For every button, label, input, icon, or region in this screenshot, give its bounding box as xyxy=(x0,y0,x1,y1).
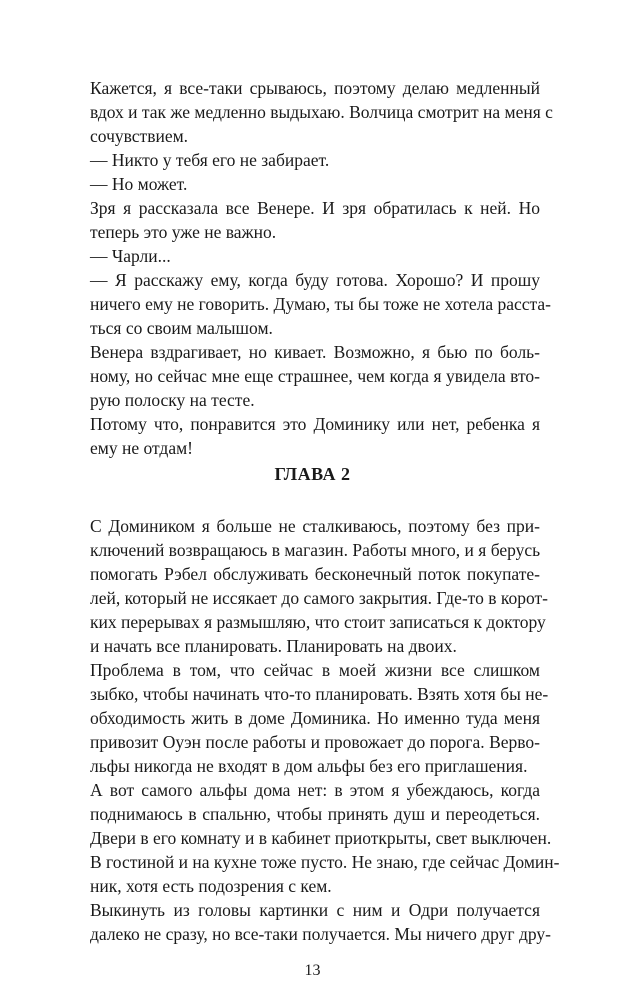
chapter-title: ГЛАВА 2 xyxy=(274,464,351,484)
text-line: теперь это уже не важно. xyxy=(90,222,277,242)
page-number: 13 xyxy=(304,962,321,979)
text-line: Кажется, я все-таки срываюсь, поэтому делаю медленный xyxy=(90,78,540,98)
text-line: привозит Оуэн после работы и провожает до порога. Верво- xyxy=(90,732,540,752)
text-line: лей, который не иссякает до самого закрытия. Где-то в корот- xyxy=(90,588,548,608)
text-line: ких перерывах я размышляю, что стоит записаться к доктору xyxy=(90,612,546,632)
text-line: далеко не сразу, но все-таки получается. Мы ничего друг дру- xyxy=(90,924,551,944)
text-line: Зря я рассказала все Венере. И зря обратилась к ней. Но xyxy=(90,198,540,218)
text-line: льфы никогда не входят в дом альфы без его приглашения. xyxy=(90,756,528,776)
text-line: рую полоску на тесте. xyxy=(90,390,255,410)
text-line: — Я расскажу ему, когда буду готова. Хорошо? И прошу xyxy=(90,270,540,290)
text-line: помогать Рэбел обслуживать бесконечный поток покупате- xyxy=(90,564,540,584)
text-line: Выкинуть из головы картинки с ним и Одри получается xyxy=(90,900,540,920)
text-line: — Но может. xyxy=(90,174,188,194)
text-line: вдох и так же медленно выдыхаю. Волчица смотрит на меня с xyxy=(90,102,553,122)
text-line: — Чарли... xyxy=(90,246,171,266)
text-line: ному, но сейчас мне еще страшнее, чем когда я увидела вто- xyxy=(90,366,540,386)
text-line: ключений возвращаюсь в магазин. Работы много, и я берусь xyxy=(90,540,541,560)
text-line: и начать все планировать. Планировать на двоих. xyxy=(90,636,457,656)
text-line: поднимаюсь в спальню, чтобы принять душ и переодеться. xyxy=(90,804,540,824)
text-line: ничего ему не говорить. Думаю, ты бы тоже не хотела расста- xyxy=(90,294,551,314)
text-line: ему не отдам! xyxy=(90,438,193,458)
text-line: — Никто у тебя его не забирает. xyxy=(90,150,330,170)
text-line: Потому что, понравится это Доминику или нет, ребенка я xyxy=(90,414,540,434)
text-line: ник, хотя есть подозрения с кем. xyxy=(90,876,332,896)
text-line: Венера вздрагивает, но кивает. Возможно, я бью по боль- xyxy=(90,342,540,362)
text-line: обходимость жить в доме Доминика. Но именно туда меня xyxy=(90,708,540,728)
text-line: С Домиником я больше не сталкиваюсь, поэтому без при- xyxy=(90,516,540,536)
text-line: Двери в его комнату и в кабинет приоткрыты, свет выключен. xyxy=(90,828,552,848)
text-line: В гостиной и на кухне тоже пусто. Не знаю, где сейчас Домин- xyxy=(90,852,560,872)
text-line: зыбко, чтобы начинать что-то планировать. Взять хотя бы не- xyxy=(90,684,549,704)
text-line: А вот самого альфы дома нет: в этом я убеждаюсь, когда xyxy=(90,780,540,800)
text-line: сочувствием. xyxy=(90,126,189,146)
text-line: Проблема в том, что сейчас в моей жизни все слишком xyxy=(90,660,540,680)
text-line: ться со своим малышом. xyxy=(90,318,273,338)
